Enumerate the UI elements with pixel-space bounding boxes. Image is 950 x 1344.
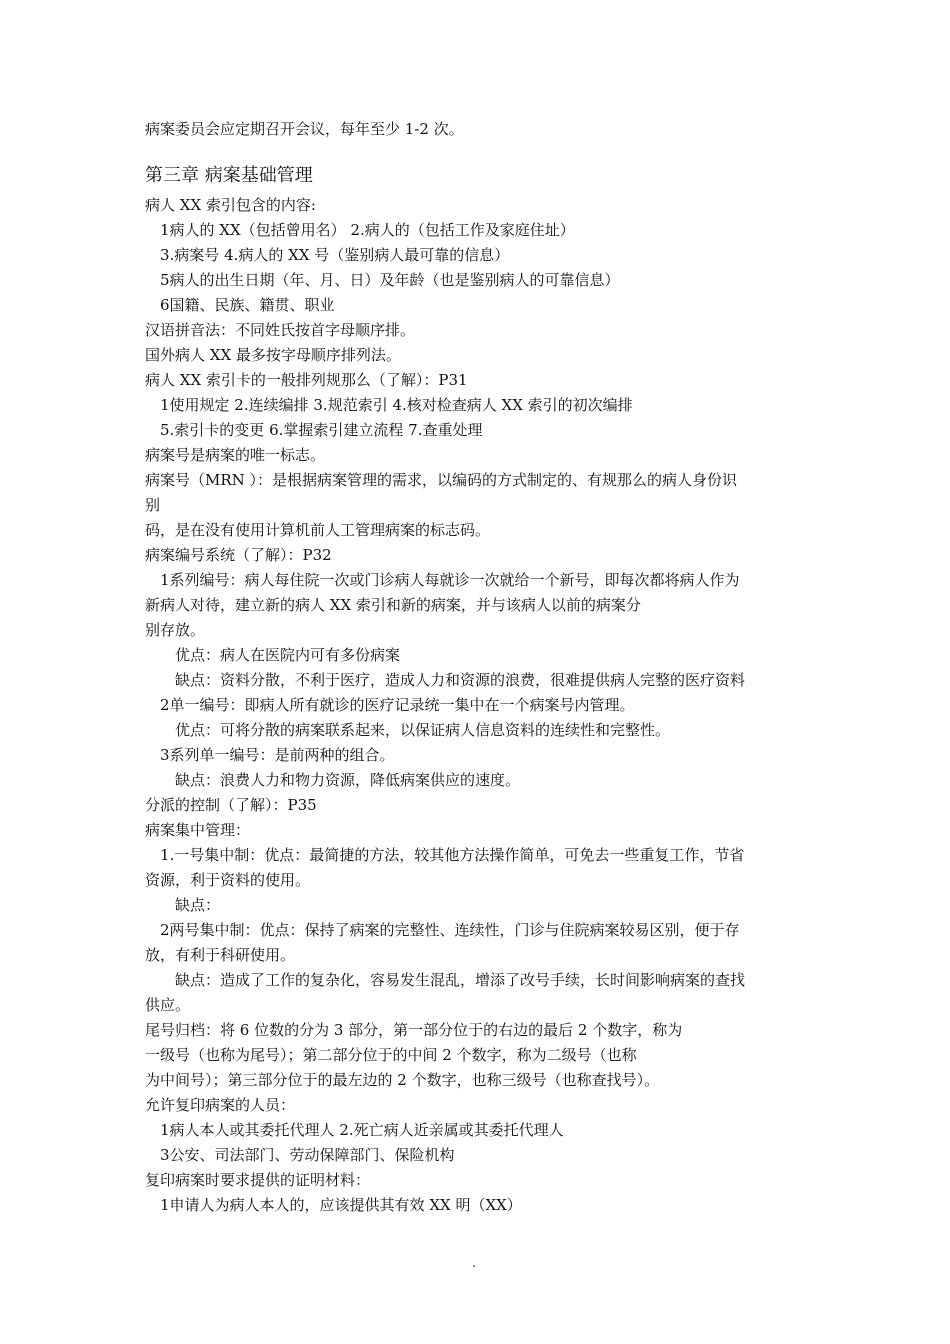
list-item: 2单一编号：即病人所有就诊的医疗记录统一集中在一个病案号内管理。 (160, 696, 635, 714)
list-item: 5病人的出生日期（年、月、日）及年龄（也是鉴别病人的可靠信息） (160, 271, 620, 289)
list-item: 1系列编号：病人每住院一次或门诊病人每就诊一次就给一个新号，即每次都将病人作为 (160, 571, 740, 589)
paragraph-line: 汉语拼音法：不同姓氏按首字母顺序排。 (145, 321, 416, 339)
paragraph-line: 病人 XX 索引包含的内容: (145, 196, 316, 214)
list-item: 5.索引卡的变更 6.掌握索引建立流程 7.查重处理 (160, 421, 483, 439)
note-line: 缺点：造成了工作的复杂化，容易发生混乱，增添了改号手续，长时间影响病案的查找 (175, 971, 746, 989)
note-line: 优点：病人在医院内可有多份病案 (175, 646, 401, 664)
footer-mark: . (472, 1256, 476, 1270)
paragraph-line: 供应。 (145, 996, 191, 1014)
paragraph-line: 放，有利于科研使用。 (145, 946, 296, 964)
chapter-heading: 第三章 病案基础管理 (145, 165, 313, 186)
paragraph-line: 资源，利于资料的使用。 (145, 871, 311, 889)
list-item: 1病人本人或其委托代理人 2.死亡病人近亲属或其委托代理人 (160, 1121, 564, 1139)
paragraph-line: 病案号（MRN ）：是根据病案管理的需求，以编码的方式制定的、有规那么的病人身份识 (145, 471, 738, 489)
list-item: 6国籍、民族、籍贯、职业 (160, 296, 335, 314)
list-item: 3系列单一编号：是前两种的组合。 (160, 746, 395, 764)
note-line: 优点：可将分散的病案联系起来，以保证病人信息资料的连续性和完整性。 (175, 721, 671, 739)
paragraph-line: 病案委员会应定期召开会议，每年至少 1-2 次。 (145, 120, 464, 138)
paragraph-line: 允许复印病案的人员： (145, 1096, 296, 1114)
paragraph-line: 尾号归档：将 6 位数的分为 3 部分，第一部分位于的右边的最后 2 个数字，称为 (145, 1021, 683, 1039)
paragraph-line: 病案集中管理： (145, 821, 251, 839)
paragraph-line: 复印病案时要求提供的证明材料： (145, 1171, 371, 1189)
paragraph-line: 为中间号）；第三部分位于的最左边的 2 个数字，也称三级号（也称查找号）。 (145, 1071, 660, 1089)
list-item: 1.一号集中制：优点：最简捷的方法，较其他方法操作简单，可免去一些重复工作，节省 (160, 846, 745, 864)
list-item: 2两号集中制：优点：保持了病案的完整性、连续性，门诊与住院病案较易区别，便于存 (160, 921, 740, 939)
list-item: 3.病案号 4.病人的 XX 号（鉴别病人最可靠的信息） (160, 246, 510, 264)
paragraph-line: 病案编号系统（了解）：P32 (145, 546, 332, 564)
paragraph-line: 新病人对待，建立新的病人 XX 索引和新的病案，并与该病人以前的病案分 (145, 596, 641, 614)
paragraph-line: 别存放。 (145, 621, 206, 639)
list-item: 3公安、司法部门、劳动保障部门、保险机构 (160, 1146, 455, 1164)
paragraph-line: 别 (145, 496, 161, 514)
paragraph-line: 国外病人 XX 最多按字母顺序排列法。 (145, 346, 401, 364)
note-line: 缺点：资料分散，不利于医疗，造成人力和资源的浪费，很难提供病人完整的医疗资料 (175, 671, 746, 689)
note-line: 缺点：浪费人力和物力资源，降低病案供应的速度。 (175, 771, 521, 789)
list-item: 1申请人为病人本人的，应该提供其有效 XX 明（XX） (160, 1196, 522, 1214)
paragraph-line: 码，是在没有使用计算机前人工管理病案的标志码。 (145, 521, 491, 539)
paragraph-line: 病案号是病案的唯一标志。 (145, 446, 326, 464)
paragraph-line: 分派的控制（了解）：P35 (145, 796, 317, 814)
note-line: 缺点： (175, 896, 221, 914)
paragraph-line: 一级号（也称为尾号）；第二部分位于的中间 2 个数字，称为二级号（也称 (145, 1046, 637, 1064)
list-item: 1使用规定 2.连续编排 3.规范索引 4.核对检查病人 XX 索引的初次编排 (160, 396, 633, 414)
list-item: 1病人的 XX（包括曾用名） 2.病人的（包括工作及家庭住址） (160, 221, 575, 239)
paragraph-line: 病人 XX 索引卡的一般排列规那么（了解）：P31 (145, 371, 468, 389)
